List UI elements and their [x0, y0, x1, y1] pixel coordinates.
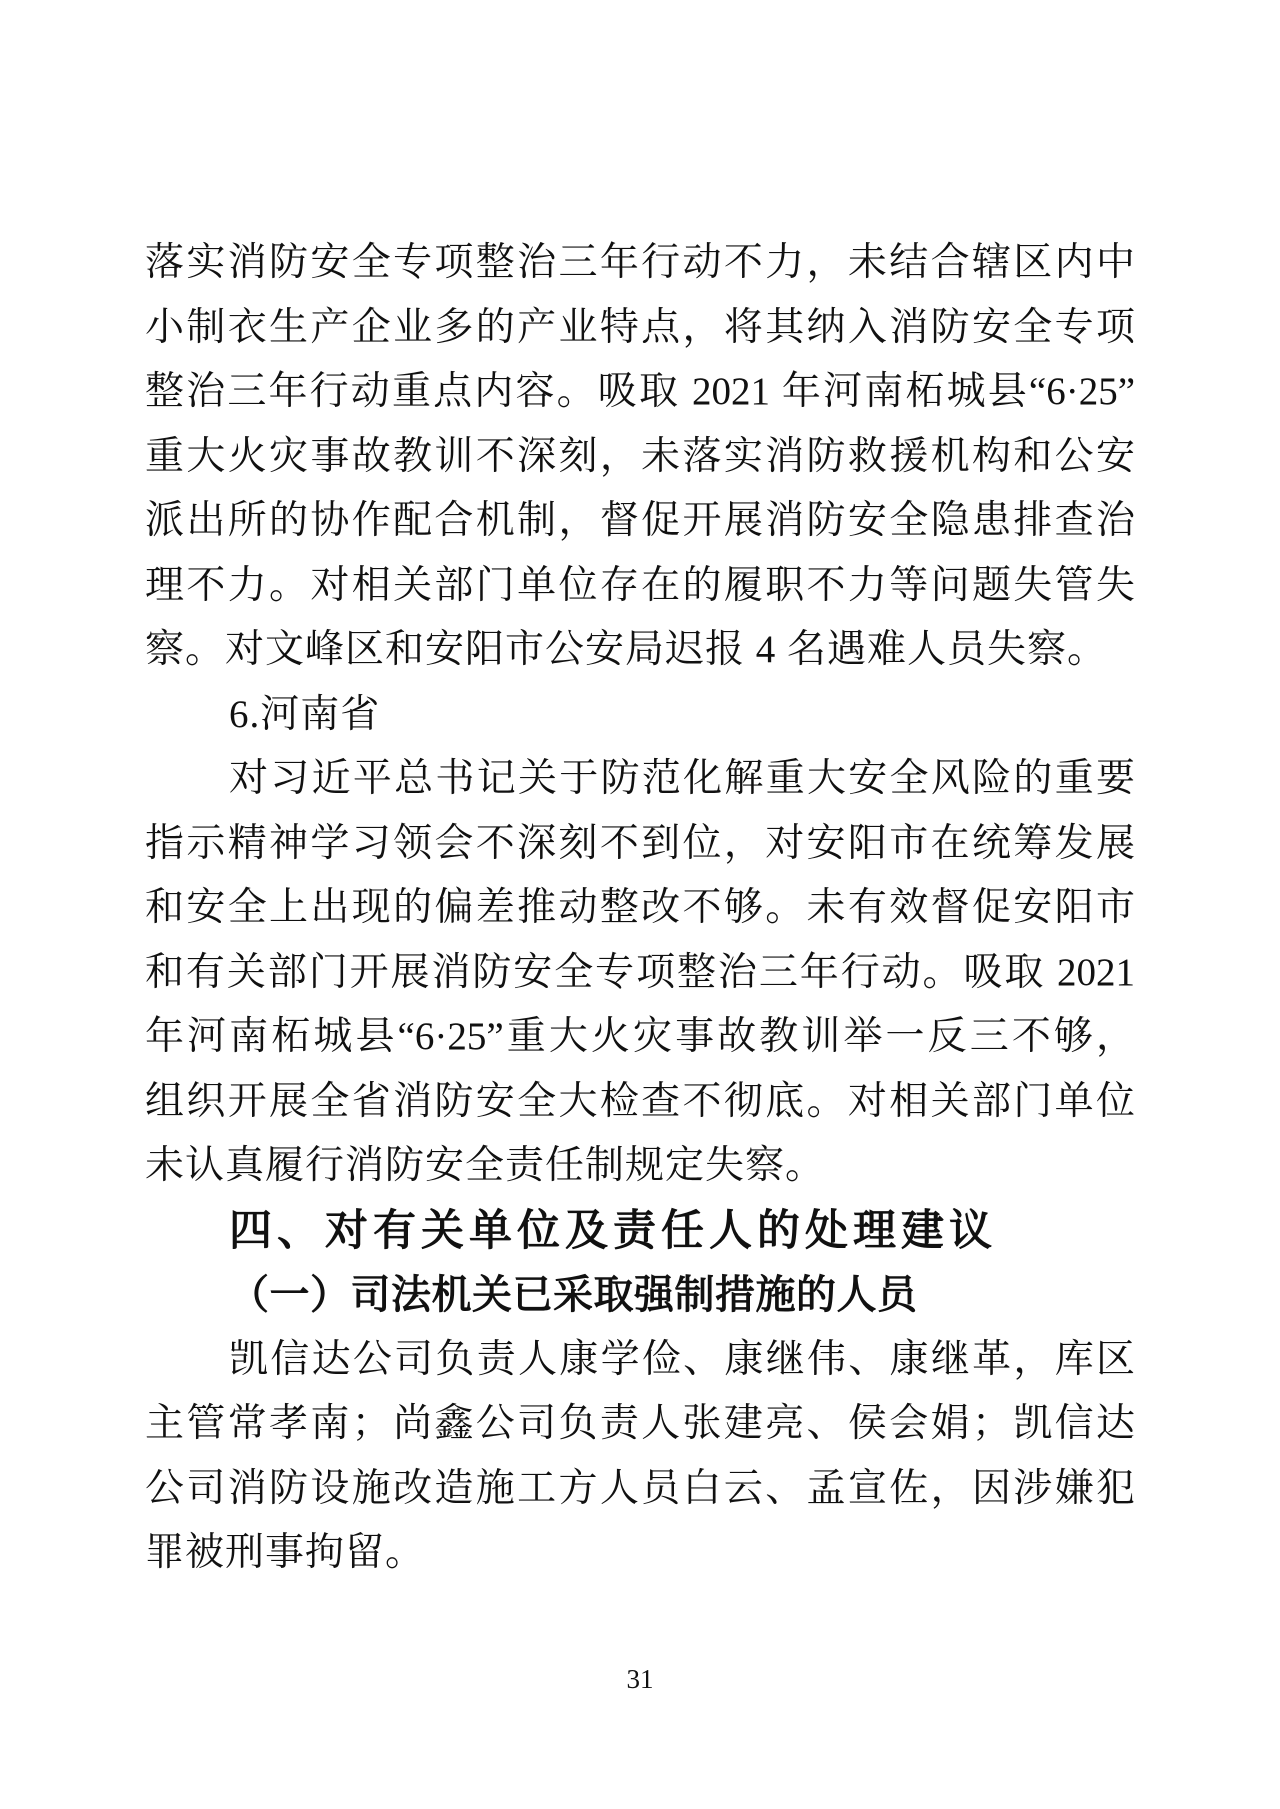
text-line: 察。对文峰区和安阳市公安局迟报 4 名遇难人员失察。: [145, 628, 1108, 671]
text-line: 指示精神学习领会不深刻不到位，对安阳市在统筹发展: [145, 821, 1135, 865]
text-line: 公司消防设施改造施工方人员白云、孟宣佐，因涉嫌犯: [145, 1466, 1135, 1510]
subsection-heading: （一）司法机关已采取强制措施的人员: [229, 1272, 918, 1317]
text-line: 年河南柘城县“6·25”重大火灾事故教训举一反三不够，: [145, 1015, 1135, 1058]
text-line: 和有关部门开展消防安全专项整治三年行动。吸取 2021: [145, 950, 1135, 994]
section-heading: 四、对有关单位及责任人的处理建议: [229, 1206, 997, 1255]
text-line: 落实消防安全专项整治三年行动不力，未结合辖区内中: [145, 241, 1135, 284]
text-line: 和安全上出现的偏差推动整改不够。未有效督促安阳市: [145, 886, 1135, 929]
text-line: 小制衣生产企业多的产业特点，将其纳入消防安全专项: [145, 305, 1135, 349]
document-text-block: [145, 231, 1135, 1586]
text-line: 对习近平总书记关于防范化解重大安全风险的重要: [229, 757, 1135, 800]
text-line: 罪被刑事拘留。: [145, 1531, 426, 1574]
text-line: 派出所的协作配合机制，督促开展消防安全隐患排查治: [145, 499, 1135, 542]
text-line: 整治三年行动重点内容。吸取 2021 年河南柘城县“6·25”: [145, 370, 1135, 413]
page-number: 31: [626, 1664, 654, 1694]
text-line: 凯信达公司负责人康学俭、康继伟、康继革，库区: [229, 1337, 1135, 1381]
text-line: 理不力。对相关部门单位存在的履职不力等问题失管失: [145, 563, 1135, 607]
text-line: 主管常孝南；尚鑫公司负责人张建亮、侯会娟；凯信达: [145, 1402, 1135, 1445]
text-line: 重大火灾事故教训不深刻，未落实消防救援机构和公安: [145, 434, 1135, 478]
text-line: 未认真履行消防安全责任制规定失察。: [145, 1144, 826, 1187]
text-line: 组织开展全省消防安全大检查不彻底。对相关部门单位: [145, 1079, 1135, 1123]
list-item-heading: 6.河南省: [229, 692, 381, 736]
